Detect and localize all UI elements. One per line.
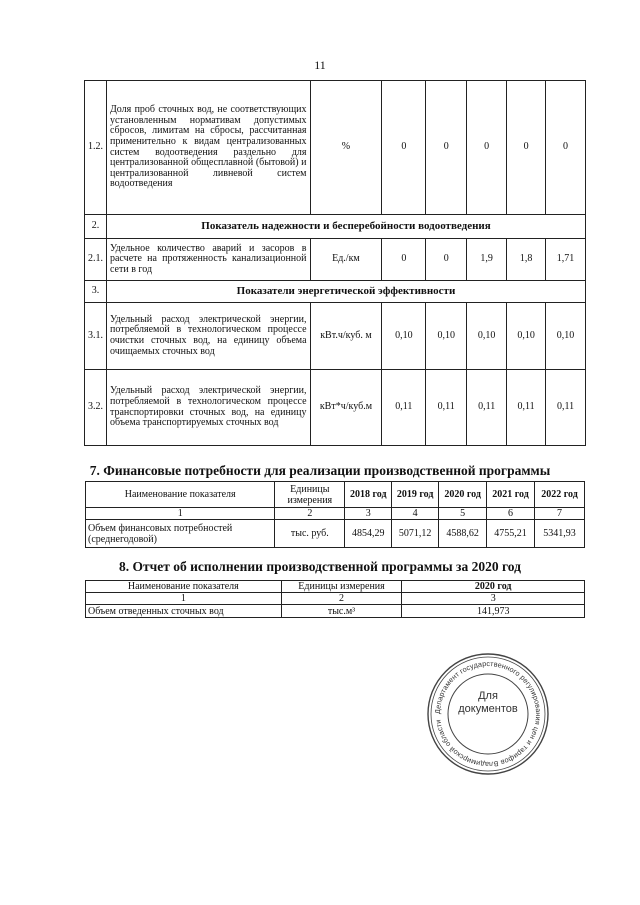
value-cell: 0,10 [426, 303, 467, 370]
value-cell: 0,11 [546, 370, 586, 446]
row-number: 1.2. [85, 81, 107, 215]
value-cell: 5071,12 [392, 520, 439, 548]
column-header: Наименование показателя [86, 581, 282, 593]
value-cell: 0,10 [507, 303, 546, 370]
page-number: 11 [314, 58, 326, 72]
year-header: 2020 год [439, 482, 487, 508]
indicator-name: Удельное количество аварий и засоров в расчете на протяженность канализационной сети в год [106, 239, 310, 281]
value-cell: 4588,62 [439, 520, 487, 548]
value-cell: 1,71 [546, 239, 586, 281]
year-header: 2018 год [345, 482, 392, 508]
value-cell: 0,10 [546, 303, 586, 370]
section-number: 3. [85, 281, 107, 303]
value-cell: 4755,21 [487, 520, 535, 548]
row-number: 2.1. [85, 239, 107, 281]
column-number: 3 [402, 593, 585, 605]
unit-cell: кВт.ч/куб. м [310, 303, 382, 370]
table-header-row [86, 482, 585, 508]
table-row [86, 605, 585, 618]
column-number: 1 [86, 508, 275, 520]
value-cell: 0 [467, 81, 507, 215]
value-cell: 0 [382, 81, 426, 215]
section-title: Показатель надежности и бесперебойности водоотведения [106, 215, 585, 239]
unit-cell: Ед./км [310, 239, 382, 281]
value-cell: 0,11 [507, 370, 546, 446]
value-cell: 0 [507, 81, 546, 215]
section-8-heading: 8. Отчет об исполнении производственной программы за 2020 год [119, 559, 521, 574]
column-number: 3 [345, 508, 392, 520]
value-cell: 141,973 [402, 605, 585, 618]
financial-needs-table [85, 481, 585, 548]
value-cell: 0,10 [467, 303, 507, 370]
value-cell: 0,11 [382, 370, 426, 446]
table-header-row [86, 581, 585, 593]
unit-cell: % [310, 81, 382, 215]
column-number: 5 [439, 508, 487, 520]
value-cell: 1,9 [467, 239, 507, 281]
indicator-name: Удельный расход электрической энергии, потребляемой в технологическом процессе транспортировки сточных вод, на единицу объема транспортируемых сточных вод [106, 370, 310, 446]
section-row [85, 281, 586, 303]
program-report-table [85, 580, 585, 618]
value-cell: 0 [382, 239, 426, 281]
table-row [85, 370, 586, 446]
value-cell: 0,11 [426, 370, 467, 446]
section-title: Показатели энергетической эффективности [106, 281, 585, 303]
table-row [86, 520, 585, 548]
year-header: 2021 год [487, 482, 535, 508]
value-cell: 0 [426, 81, 467, 215]
row-number: 3.2. [85, 370, 107, 446]
table-row [85, 239, 586, 281]
year-header: 2022 год [535, 482, 585, 508]
column-header: Наименование показателя [86, 482, 275, 508]
value-cell: 0 [426, 239, 467, 281]
stamp-ring-text: Департамент государственного регулирования цен и тарифов Владимирской области [432, 658, 544, 770]
column-header: Единицы измерения [275, 482, 345, 508]
value-cell: 1,8 [507, 239, 546, 281]
unit-cell: тыс. руб. [275, 520, 345, 548]
year-header: 2020 год [402, 581, 585, 593]
column-number-row [86, 508, 585, 520]
value-cell: 4854,29 [345, 520, 392, 548]
unit-cell: тыс.м³ [281, 605, 402, 618]
section-row [85, 215, 586, 239]
value-cell: 0 [546, 81, 586, 215]
table-row [85, 303, 586, 370]
table-row [85, 81, 586, 215]
column-number: 2 [275, 508, 345, 520]
column-number: 4 [392, 508, 439, 520]
stamp-center-text: Для документов [458, 690, 518, 715]
year-header: 2019 год [392, 482, 439, 508]
section-7-heading: 7. Финансовые потребности для реализации производственной программы [89, 463, 551, 478]
indicators-table [84, 80, 586, 446]
row-number: 3.1. [85, 303, 107, 370]
indicator-name: Объем финансовых потребностей (среднегодовой) [86, 520, 275, 548]
column-number: 1 [86, 593, 282, 605]
column-number: 2 [281, 593, 402, 605]
indicator-name: Объем отведенных сточных вод [86, 605, 282, 618]
column-number: 6 [487, 508, 535, 520]
indicator-name: Удельный расход электрической энергии, потребляемой в технологическом процессе очистки сточных вод, на единицу объема очищаемых сточных вод [106, 303, 310, 370]
section-number: 2. [85, 215, 107, 239]
value-cell: 0,11 [467, 370, 507, 446]
indicator-name: Доля проб сточных вод, не соответствующих установленным нормативам допустимых сбросов, лимитам на сбросы, рассчитанная применительно к видам централизованных систем водоотведения раздельно для централизованной общесплавной (бытовой) и централизованной ливневой систем водоотведения [106, 81, 310, 215]
unit-cell: кВт*ч/куб.м [310, 370, 382, 446]
value-cell: 0,10 [382, 303, 426, 370]
column-number-row [86, 593, 585, 605]
column-header: Единицы измерения [281, 581, 402, 593]
column-number: 7 [535, 508, 585, 520]
value-cell: 5341,93 [535, 520, 585, 548]
